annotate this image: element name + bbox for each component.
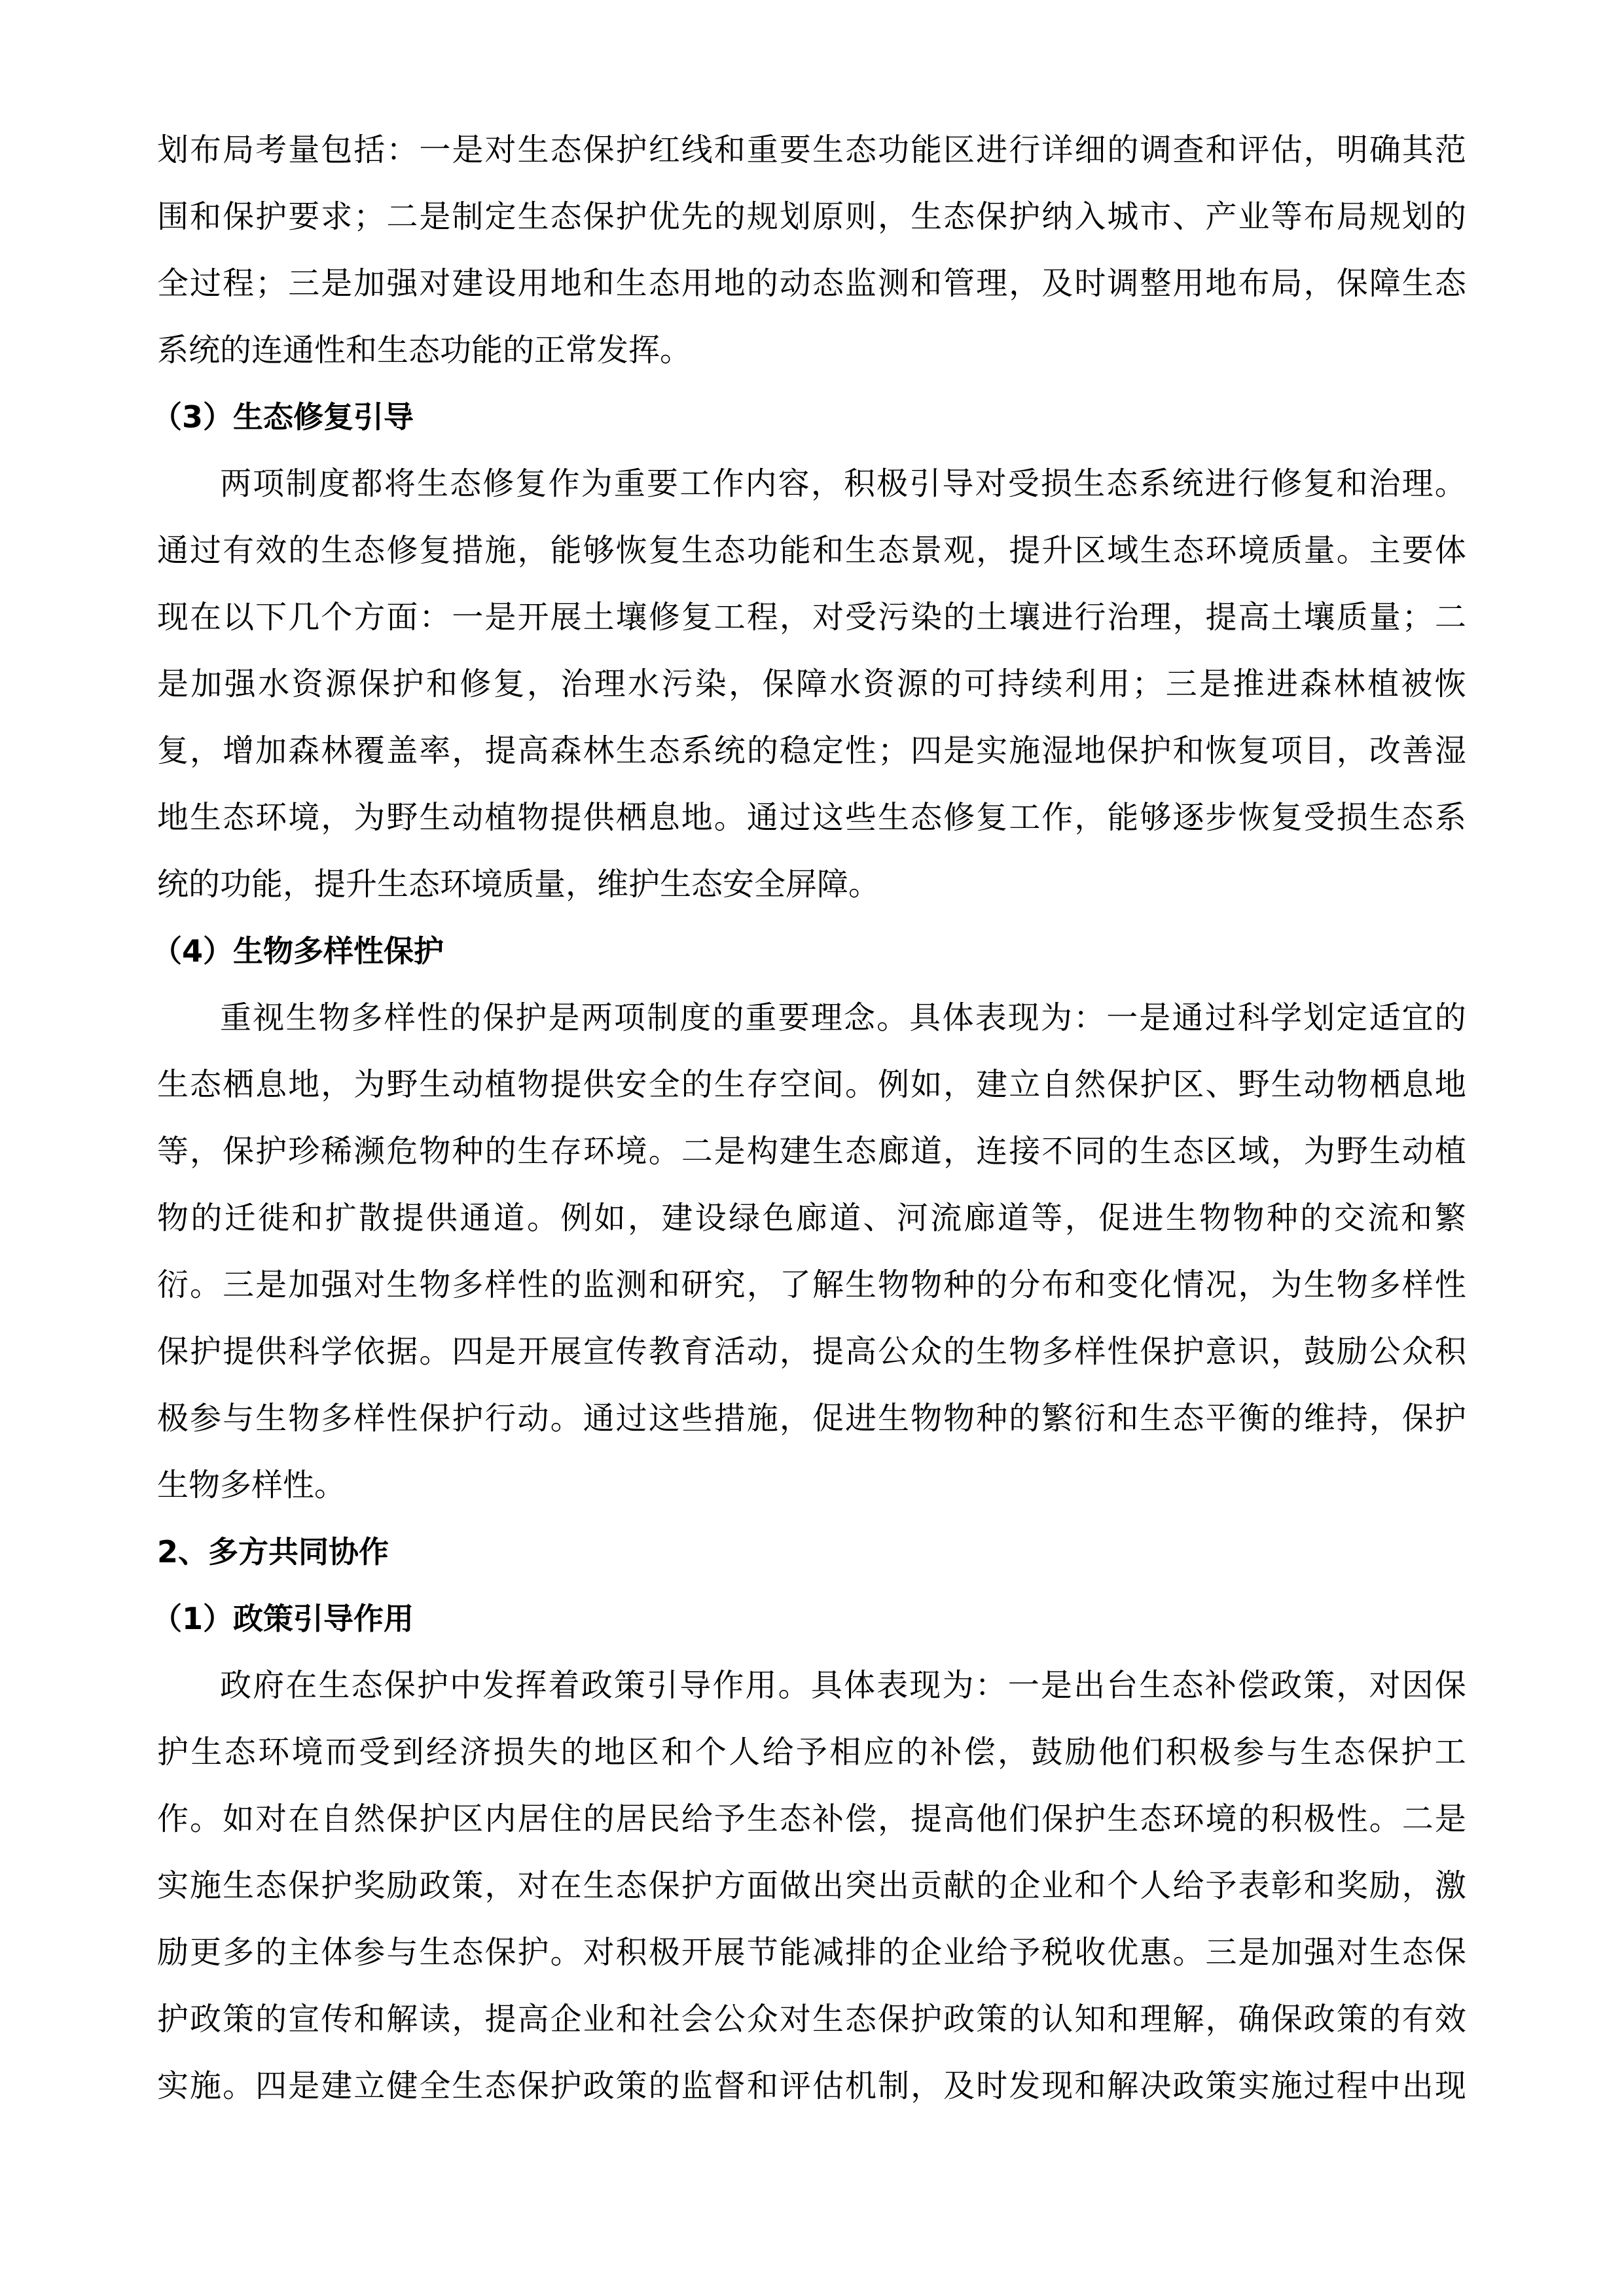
paragraph-continued bbox=[157, 117, 1466, 384]
text-line: 是 加 强 水 资 源 保 护 和 修 复 ， 治 理 水 污 染 ， 保 障 水 资 源 的 可 持 续 利 用 ； 三 是 推 进 森 林 植 被 恢 bbox=[157, 666, 1466, 702]
text-line: 生物多样性。 bbox=[157, 1467, 346, 1503]
page-content bbox=[152, 117, 1466, 2119]
text-line: 极 参 与 生 物 多 样 性 保 护 行 动 。 通 过 这 些 措 施 ， 促 进 生 物 物 种 的 繁 衍 和 生 态 平 衡 的 维 持 ， 保 护 bbox=[157, 1400, 1466, 1437]
text-line: 划 布 局 考 量 包 括 ： 一 是 对 生 态 保 护 红 线 和 重 要 生 态 功 能 区 进 行 详 细 的 调 查 和 评 估 ， 明 确 其 范 bbox=[157, 132, 1466, 168]
text-line: 系统的连通性和生态功能的正常发挥。 bbox=[157, 332, 692, 368]
text-line: 护 生 态 环 境 而 受 到 经 济 损 失 的 地 区 和 个 人 给 予 相 应 的 补 偿 ， 鼓 励 他 们 积 极 参 与 生 态 保 护 工 bbox=[157, 1734, 1466, 1770]
text-line: 物 的 迁 徙 和 扩 散 提 供 通 道 。 例 如 ， 建 设 绿 色 廊 道 、 河 流 廊 道 等 ， 促 进 生 物 物 种 的 交 流 和 繁 bbox=[157, 1200, 1466, 1236]
heading-multi-party-collaboration: 2、多方共同协作 bbox=[157, 1534, 389, 1570]
text-line: 实 施 生 态 保 护 奖 励 政 策 ， 对 在 生 态 保 护 方 面 做 出 突 出 贡 献 的 企 业 和 个 人 给 予 表 彰 和 奖 励 ， 激 bbox=[157, 1867, 1466, 1904]
text-line: 衍 。 三 是 加 强 对 生 物 多 样 性 的 监 测 和 研 究 ， 了 解 生 物 物 种 的 分 布 和 变 化 情 况 ， 为 生 物 多 样 性 bbox=[157, 1266, 1466, 1303]
text-line: 地 生 态 环 境 ， 为 野 生 动 植 物 提 供 栖 息 地 。 通 过 这 些 生 态 修 复 工 作 ， 能 够 逐 步 恢 复 受 损 生 态 系 bbox=[157, 799, 1466, 836]
text-line: 复 ， 增 加 森 林 覆 盖 率 ， 提 高 森 林 生 态 系 统 的 稳 定 性 ； 四 是 实 施 湿 地 保 护 和 恢 复 项 目 ， 改 善 湿 bbox=[157, 732, 1466, 769]
text-line: 实 施 。 四 是 建 立 健 全 生 态 保 护 政 策 的 监 督 和 评 估 机 制 ， 及 时 发 现 和 解 决 政 策 实 施 过 程 中 出 现 bbox=[157, 2068, 1466, 2104]
text-line: 围 和 保 护 要 求 ； 二 是 制 定 生 态 保 护 优 先 的 规 划 原 则 ， 生 态 保 护 纳 入 城 市 、 产 业 等 布 局 规 划 的 bbox=[157, 198, 1466, 235]
heading-ecological-restoration: （3）生态修复引导 bbox=[152, 399, 414, 435]
heading-biodiversity-protection: （4）生物多样性保护 bbox=[152, 933, 444, 969]
text-line: 等 ， 保 护 珍 稀 濒 危 物 种 的 生 存 环 境 。 二 是 构 建 生 态 廊 道 ， 连 接 不 同 的 生 态 区 域 ， 为 野 生 动 植 bbox=[157, 1133, 1466, 1170]
paragraph-policy-guidance bbox=[157, 1652, 1466, 2119]
text-line: 护 政 策 的 宣 传 和 解 读 ， 提 高 企 业 和 社 会 公 众 对 生 态 保 护 政 策 的 认 知 和 理 解 ， 确 保 政 策 的 有 效 bbox=[157, 2001, 1466, 2037]
text-line: 现 在 以 下 几 个 方 面 ： 一 是 开 展 土 壤 修 复 工 程 ， 对 受 污 染 的 土 壤 进 行 治 理 ， 提 高 土 壤 质 量 ； 二 bbox=[157, 599, 1466, 636]
text-line: 两 项 制 度 都 将 生 态 修 复 作 为 重 要 工 作 内 容 ， 积 极 引 导 对 受 损 生 态 系 统 进 行 修 复 和 治 理 。 bbox=[220, 465, 1466, 502]
text-line: 全 过 程 ； 三 是 加 强 对 建 设 用 地 和 生 态 用 地 的 动 态 监 测 和 管 理 ， 及 时 调 整 用 地 布 局 ， 保 障 生 态 bbox=[157, 265, 1466, 302]
paragraph-ecological-restoration bbox=[157, 450, 1466, 918]
text-line: 保 护 提 供 科 学 依 据 。 四 是 开 展 宣 传 教 育 活 动 ， 提 高 公 众 的 生 物 多 样 性 保 护 意 识 ， 鼓 励 公 众 积 bbox=[157, 1333, 1466, 1370]
text-line: 统的功能，提升生态环境质量，维护生态安全屏障。 bbox=[157, 866, 880, 903]
text-line: 励 更 多 的 主 体 参 与 生 态 保 护 。 对 积 极 开 展 节 能 减 排 的 企 业 给 予 税 收 优 惠 。 三 是 加 强 对 生 态 保 bbox=[157, 1934, 1466, 1971]
text-line: 作 。 如 对 在 自 然 保 护 区 内 居 住 的 居 民 给 予 生 态 补 偿 ， 提 高 他 们 保 护 生 态 环 境 的 积 极 性 。 二 是 bbox=[157, 1801, 1466, 1837]
heading-policy-guidance: （1）政策引导作用 bbox=[152, 1601, 414, 1636]
text-line: 重 视 生 物 多 样 性 的 保 护 是 两 项 制 度 的 重 要 理 念 。 具 体 表 现 为 ： 一 是 通 过 科 学 划 定 适 宜 的 bbox=[220, 999, 1466, 1036]
text-line: 通 过 有 效 的 生 态 修 复 措 施 ， 能 够 恢 复 生 态 功 能 和 生 态 景 观 ， 提 升 区 域 生 态 环 境 质 量 。 主 要 体 bbox=[157, 532, 1466, 569]
paragraph-biodiversity-protection bbox=[157, 984, 1466, 1518]
text-line: 生 态 栖 息 地 ， 为 野 生 动 植 物 提 供 安 全 的 生 存 空 间 。 例 如 ， 建 立 自 然 保 护 区 、 野 生 动 物 栖 息 地 bbox=[157, 1066, 1466, 1103]
text-line: 政 府 在 生 态 保 护 中 发 挥 着 政 策 引 导 作 用 。 具 体 表 现 为 ： 一 是 出 台 生 态 补 偿 政 策 ， 对 因 保 bbox=[220, 1667, 1466, 1704]
